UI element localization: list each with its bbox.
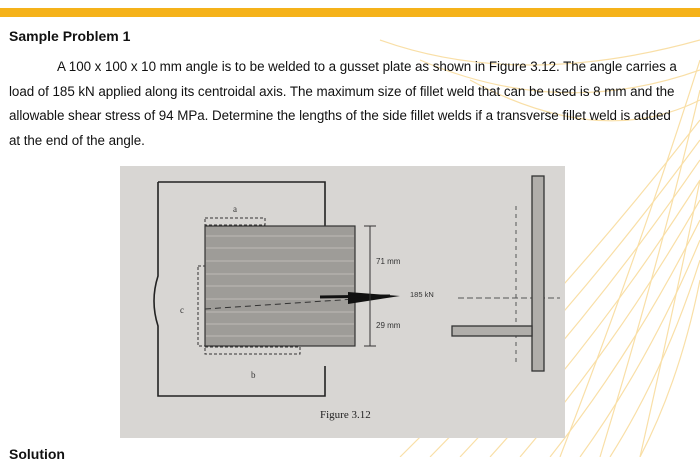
bottom-fillet-weld (205, 347, 300, 354)
problem-statement: A 100 x 100 x 10 mm angle is to be welded to a gusset plate as shown in Figure 3.12. The angle carries a load of 185 kN applied along its centroidal axis. The maximum size of fillet weld that can be used is 8 mm and the allowable shear stress of 94 MPa. Determine the lengths of the side fillet welds if a transverse fillet weld is added at the end of the angle. (9, 59, 677, 148)
dimension-71mm: 71 mm (376, 257, 401, 266)
top-fillet-weld (205, 218, 265, 225)
solution-heading: Solution (9, 446, 65, 462)
label-c: c (180, 305, 184, 315)
accent-bar (0, 8, 700, 17)
angle-side-view-flange (532, 176, 544, 371)
weld-diagram (120, 166, 565, 438)
end-fillet-weld (198, 266, 205, 346)
figure-caption: Figure 3.12 (320, 409, 371, 421)
label-a: a (233, 204, 237, 214)
document-body (9, 27, 679, 153)
problem-heading: Sample Problem 1 (9, 28, 131, 44)
angle-side-view-leg (452, 326, 532, 336)
load-label: 185 kN (410, 290, 434, 299)
figure-photo (120, 166, 565, 438)
dimension-29mm: 29 mm (376, 321, 401, 330)
load-arrow (348, 292, 400, 304)
label-b: b (251, 370, 256, 380)
